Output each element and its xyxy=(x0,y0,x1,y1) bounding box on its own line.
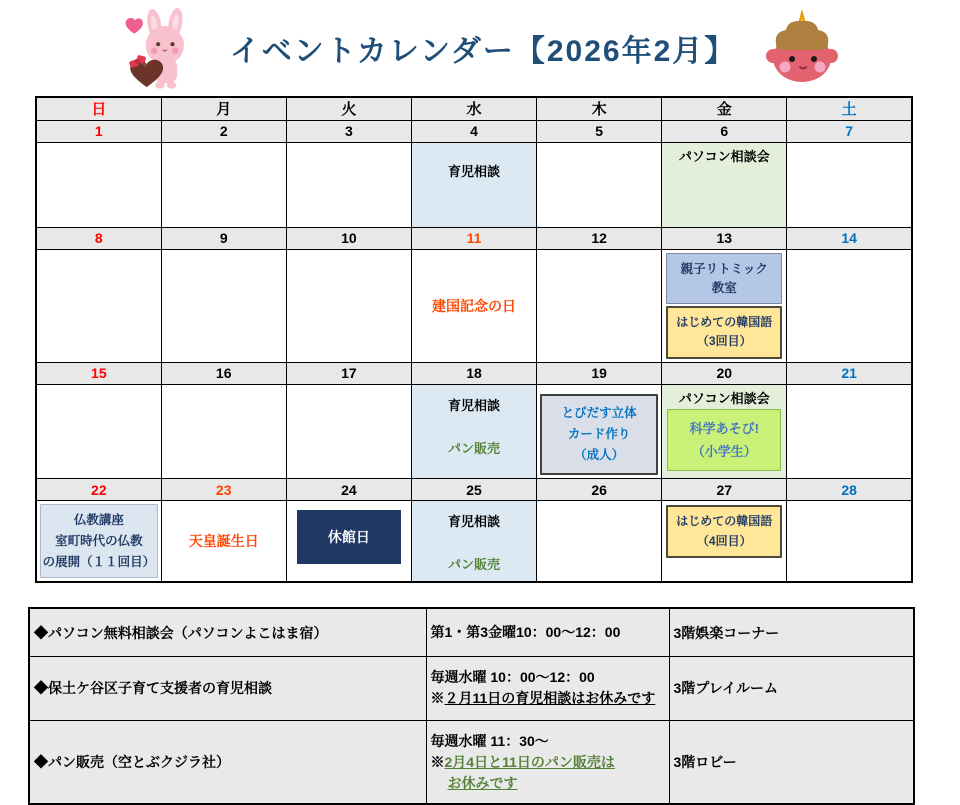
legend-schedule-pc-consult xyxy=(426,608,669,656)
event-popup-card-line3: （成人） xyxy=(574,448,625,463)
event-buddhism-line3: の展開（１１回目） xyxy=(42,554,156,569)
oni-mascot-icon xyxy=(762,8,842,88)
legend-note-childcare xyxy=(431,688,667,709)
weekday-header-row xyxy=(36,97,912,120)
note-underlined: 2月4日と11日のパン販売は xyxy=(444,753,615,770)
legend-schedule-text: 毎週水曜 10：00～12：00 xyxy=(430,669,595,686)
event-korean-class-box-4th xyxy=(666,505,782,557)
date-cell-28: 28 xyxy=(787,479,912,501)
event-pc-consult: パソコン相談会 xyxy=(678,390,770,406)
event-closed-day-box: 休館日 xyxy=(297,510,401,564)
weekday-header-tue: 火 xyxy=(286,97,411,120)
date-cell-19: 19 xyxy=(537,362,662,384)
event-cell-feb26 xyxy=(537,501,662,582)
event-buddhism-line2: 室町時代の仏教 xyxy=(55,534,143,548)
legend-note-bread-line2 xyxy=(431,773,667,794)
event-pc-consult: パソコン相談会 xyxy=(678,148,770,164)
event-cell-feb2 xyxy=(161,142,286,227)
date-cell-21: 21 xyxy=(787,362,912,384)
legend-location-childcare-consult: 3階プレイルーム xyxy=(669,656,914,720)
event-korean-line2: （3回目） xyxy=(696,334,752,349)
event-cell-feb10 xyxy=(286,249,411,362)
legend-schedule-bread-sale xyxy=(426,720,669,804)
legend-location-bread-sale: 3階ロビー xyxy=(669,720,914,804)
event-cell-feb7 xyxy=(787,142,912,227)
event-cell-feb1 xyxy=(36,142,161,227)
date-cell-2: 2 xyxy=(161,120,286,142)
date-cell-14: 14 xyxy=(787,227,912,249)
legend-label-childcare-consult: ◆保土ケ谷区子育て支援者の育児相談 xyxy=(29,656,426,720)
date-cell-12: 12 xyxy=(537,227,662,249)
event-korean-line1: はじめての韓国語 xyxy=(676,514,773,529)
date-cell-16: 16 xyxy=(161,362,286,384)
calendar-table xyxy=(35,96,913,583)
legend-row-childcare-consult xyxy=(29,656,914,720)
note-prefix: ※ xyxy=(430,690,445,707)
event-childcare-consult: 育児相談 xyxy=(447,397,500,413)
event-cell-feb4 xyxy=(411,142,536,227)
date-cell-8: 8 xyxy=(36,227,161,249)
event-cell-feb17 xyxy=(286,384,411,479)
event-cell-feb20 xyxy=(662,384,787,479)
date-cell-9: 9 xyxy=(161,227,286,249)
date-cell-20: 20 xyxy=(662,362,787,384)
event-popup-card-line2: カード作り xyxy=(567,426,631,441)
event-cell-feb15 xyxy=(36,384,161,479)
event-cell-feb27 xyxy=(662,501,787,582)
date-cell-1: 1 xyxy=(36,120,161,142)
date-cell-7: 7 xyxy=(787,120,912,142)
event-korean-line2: （4回目） xyxy=(696,533,752,548)
holiday-national-foundation-day: 建国記念の日 xyxy=(431,297,516,314)
event-cell-feb6 xyxy=(662,142,787,227)
event-cell-feb16 xyxy=(161,384,286,479)
event-bread-sale: パン販売 xyxy=(447,557,500,573)
event-cell-feb11 xyxy=(411,249,536,362)
date-cell-25: 25 xyxy=(411,479,536,501)
weekday-header-sun: 日 xyxy=(36,97,161,120)
rabbit-mascot-icon xyxy=(118,5,204,91)
date-cell-22: 22 xyxy=(36,479,161,501)
date-cell-6: 6 xyxy=(662,120,787,142)
event-popup-card-box xyxy=(540,394,658,476)
page-header xyxy=(0,0,960,96)
date-cell-17: 17 xyxy=(286,362,411,384)
event-cell-feb14 xyxy=(787,249,912,362)
event-cell-feb23 xyxy=(161,501,286,582)
date-row-week1 xyxy=(36,120,912,142)
event-cell-feb22 xyxy=(36,501,161,582)
event-science-play-box xyxy=(667,409,781,472)
legend-row-bread-sale xyxy=(29,720,914,804)
event-cell-feb8 xyxy=(36,249,161,362)
legend-row-pc-consult xyxy=(29,608,914,656)
date-row-week3 xyxy=(36,362,912,384)
weekday-header-mon: 月 xyxy=(161,97,286,120)
date-cell-23: 23 xyxy=(161,479,286,501)
event-cell-feb28 xyxy=(787,501,912,582)
legend-schedule-text: 毎週水曜 11：30～ xyxy=(430,732,549,749)
legend-schedule-text: 第1・第3金曜10：00～12：00 xyxy=(430,624,621,640)
event-cell-feb3 xyxy=(286,142,411,227)
legend-note-bread xyxy=(431,752,667,773)
date-cell-4: 4 xyxy=(411,120,536,142)
date-cell-18: 18 xyxy=(411,362,536,384)
event-row-week2 xyxy=(36,249,912,362)
date-cell-11: 11 xyxy=(411,227,536,249)
date-row-week4 xyxy=(36,479,912,501)
event-row-week1 xyxy=(36,142,912,227)
page-title: イベントカレンダー【2026年2月】 xyxy=(229,35,737,68)
legend-label-bread-sale: ◆パン販売（空とぶクジラ社） xyxy=(29,720,426,804)
date-cell-27: 27 xyxy=(662,479,787,501)
legend-location-pc-consult: 3階娯楽コーナー xyxy=(669,608,914,656)
note-prefix: ※ xyxy=(430,753,445,770)
event-cell-feb18 xyxy=(411,384,536,479)
date-cell-13: 13 xyxy=(662,227,787,249)
event-cell-feb24 xyxy=(286,501,411,582)
legend-schedule-childcare-consult xyxy=(426,656,669,720)
event-korean-class-box-3rd xyxy=(666,306,782,358)
date-cell-26: 26 xyxy=(537,479,662,501)
date-cell-10: 10 xyxy=(286,227,411,249)
event-korean-line1: はじめての韓国語 xyxy=(676,315,773,330)
event-childcare-consult: 育児相談 xyxy=(447,163,500,179)
note-underlined-line2: お休みです xyxy=(447,774,518,791)
date-cell-5: 5 xyxy=(537,120,662,142)
event-cell-feb9 xyxy=(161,249,286,362)
weekday-header-sat: 土 xyxy=(787,97,912,120)
event-buddhism-lecture-box xyxy=(40,504,158,578)
event-cell-feb19 xyxy=(537,384,662,479)
date-cell-3: 3 xyxy=(286,120,411,142)
note-underlined: ２月11日の育児相談はお休みです xyxy=(444,690,656,707)
event-cell-feb21 xyxy=(787,384,912,479)
holiday-emperors-birthday: 天皇誕生日 xyxy=(188,533,259,550)
date-cell-24: 24 xyxy=(286,479,411,501)
weekday-header-wed: 水 xyxy=(411,97,536,120)
event-cell-feb13 xyxy=(662,249,787,362)
legend-label-pc-consult: ◆パソコン無料相談会（パソコンよこはま宿） xyxy=(29,608,426,656)
event-row-week3 xyxy=(36,384,912,479)
event-cell-feb12 xyxy=(537,249,662,362)
event-science-line1: 科学あそび! xyxy=(689,420,759,436)
date-row-week2 xyxy=(36,227,912,249)
event-rhythmic-class-box xyxy=(666,253,782,305)
event-row-week4 xyxy=(36,501,912,582)
event-cell-feb5 xyxy=(537,142,662,227)
weekday-header-thu: 木 xyxy=(537,97,662,120)
event-rhythmic-line1: 親子リトミック xyxy=(680,261,768,276)
legend-table xyxy=(28,607,915,805)
event-buddhism-line1: 仏教講座 xyxy=(73,513,124,528)
weekday-header-fri: 金 xyxy=(662,97,787,120)
event-bread-sale: パン販売 xyxy=(447,440,500,456)
date-cell-15: 15 xyxy=(36,362,161,384)
event-science-line2: （小学生） xyxy=(691,444,757,460)
event-childcare-consult: 育児相談 xyxy=(447,514,500,530)
event-rhythmic-line2: 教室 xyxy=(711,280,737,295)
event-cell-feb25 xyxy=(411,501,536,582)
event-popup-card-line1: とびだす立体 xyxy=(561,405,637,420)
